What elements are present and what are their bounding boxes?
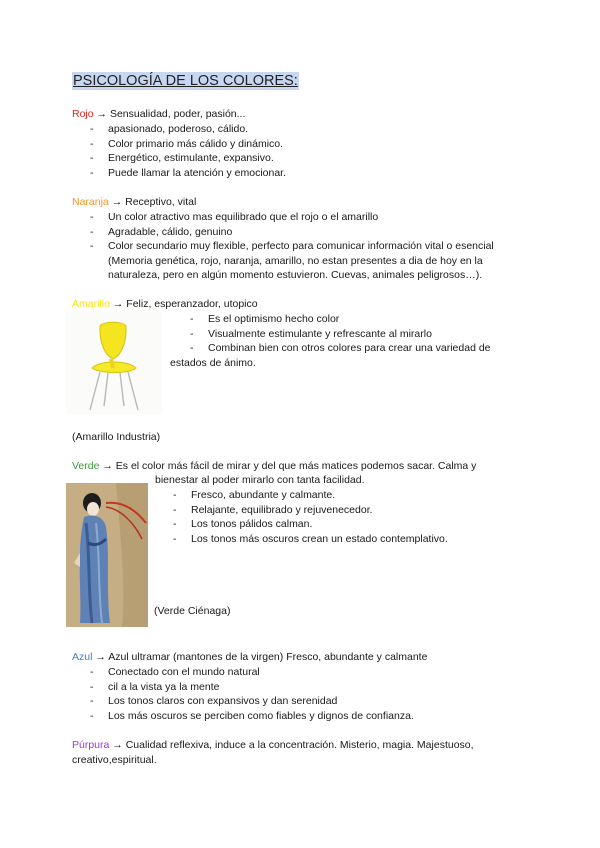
section-amarillo-list (172, 312, 532, 356)
list-item: - Combinan bien con otros colores para crear una variedad de (172, 341, 532, 356)
color-name-verde: Verde (72, 460, 100, 472)
caption-verde: (Verde Ciénaga) (154, 605, 231, 617)
section-rojo-summary: → Sensualidad, poder, pasión... (96, 108, 246, 120)
color-name-azul: Azul (72, 651, 93, 663)
yellow-chair-image (66, 312, 162, 414)
list-item: - Energético, estimulante, expansivo. (72, 151, 542, 166)
painting-icon (66, 483, 148, 627)
section-purpura-paragraph (72, 738, 522, 767)
list-item: - Fresco, abundante y calmante. (155, 488, 515, 503)
caption-amarillo: (Amarillo Industria) (72, 431, 161, 443)
list-item: - Visualmente estimulante y refrescante al mirarlo (172, 327, 532, 342)
section-rojo-heading (72, 107, 245, 122)
list-item: - Relajante, equilibrado y rejuvenecedor. (155, 503, 515, 518)
section-naranja-summary: → Receptivo, vital (111, 196, 197, 208)
list-item: - Los más oscuros se perciben como fiables y dignos de confianza. (72, 709, 542, 724)
section-verde-list (155, 488, 515, 546)
color-name-purpura: Púrpura (72, 739, 110, 751)
list-item: - cil a la vista ya la mente (72, 680, 542, 695)
list-item: - Puede llamar la atención y emocionar. (72, 166, 542, 181)
section-rojo-list (72, 122, 542, 180)
section-amarillo-summary: → Feliz, esperanzador, utopico (112, 298, 258, 310)
section-verde-summary-cont: bienestar al poder mirarlo con tanta facilidad. (155, 474, 365, 486)
section-amarillo-heading (72, 297, 258, 312)
section-verde-heading (72, 459, 476, 474)
page-title: PSICOLOGÍA DE LOS COLORES: (73, 73, 298, 89)
color-name-amarillo: Amarillo (72, 298, 110, 310)
list-item: - Es el optimismo hecho color (172, 312, 532, 327)
color-name-rojo: Rojo (72, 108, 94, 120)
list-item: - Los tonos pálidos calman. (155, 517, 515, 532)
section-amarillo-continuation: estados de ánimo. (170, 357, 256, 369)
section-azul-summary: → Azul ultramar (mantones de la virgen) Fresco, abundante y calmante (95, 651, 428, 663)
list-item: - Conectado con el mundo natural (72, 665, 542, 680)
list-item: - Color primario más cálido y dinámico. (72, 137, 542, 152)
chair-icon (66, 312, 162, 414)
list-item: - Los tonos más oscuros crean un estado contemplativo. (155, 532, 515, 547)
list-item: - Un color atractivo mas equilibrado que el rojo o el amarillo (72, 210, 532, 225)
section-purpura-summary: → Cualidad reflexiva, induce a la concentración. Misterio, magia. Majestuoso, creativo,espiritual. (72, 739, 474, 766)
section-azul-list (72, 665, 542, 723)
list-item: - Color secundario muy flexible, perfecto para comunicar información vital o esencial (Memoria genética, rojo, naranja, amarillo, no estan presentes a dia de hoy en la naturaleza, pero en algún momento estuvieron. Cuevas, animales peligrosos…). (72, 239, 532, 283)
section-naranja-list (72, 210, 532, 283)
list-item: - Agradable, cálido, genuino (72, 225, 532, 240)
color-name-naranja: Naranja (72, 196, 109, 208)
section-verde-summary: → Es el color más fácil de mirar y del que más matices podemos sacar. Calma y (102, 460, 477, 472)
list-item: - apasionado, poderoso, cálido. (72, 122, 542, 137)
section-azul-heading (72, 650, 427, 665)
section-naranja-heading (72, 195, 196, 210)
woman-painting-image (66, 483, 148, 627)
list-item: - Los tonos claros con expansivos y dan serenidad (72, 694, 542, 709)
